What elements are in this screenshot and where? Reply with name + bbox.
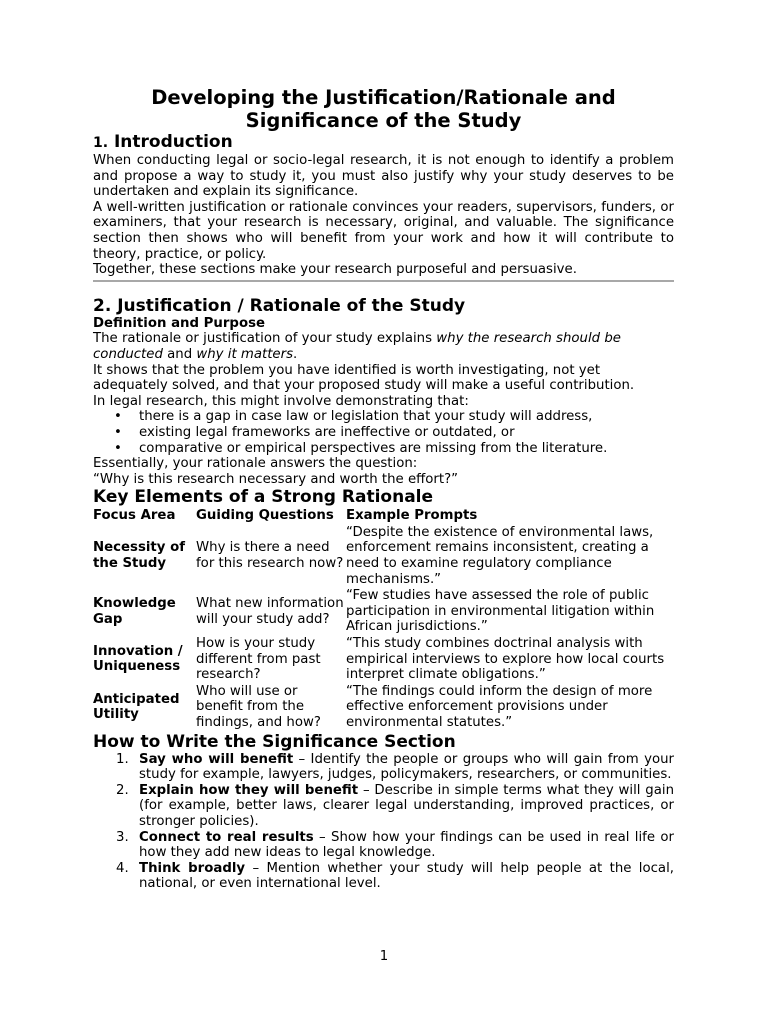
item-text: – Show how your findings can be used in real life or how they add new ideas to legal knowledge. (139, 829, 674, 861)
table-row (93, 684, 674, 732)
rationale-paragraph-4: Essentially, your rationale answers the question: (93, 456, 418, 472)
rationale-text-b: and (162, 346, 197, 362)
item-bold-label: Think broadly (139, 860, 246, 876)
rationale-paragraph-3: In legal research, this might involve demonstrating that: (93, 393, 469, 409)
bullet-icon: • (114, 440, 122, 456)
focus-area-cell: Anticipated Utility (93, 691, 180, 723)
document-title (93, 86, 674, 132)
item-text: – Identify the people or groups who will gain from your study for example, lawyers, judges, policymakers, researchers, or communities. (139, 751, 674, 783)
key-elements-table (93, 508, 674, 731)
title-line-1: Developing the Justification/Rationale and (151, 86, 616, 109)
item-number: 4. (116, 860, 129, 876)
example-prompt-cell: “The findings could inform the design of more effective enforcement provisions under environmental statutes.” (346, 683, 653, 730)
guiding-question-cell: How is your study different from past research? (196, 636, 321, 683)
example-prompt-cell: “Few studies have assessed the role of public participation in environmental litigation within African jurisdictions.” (346, 588, 655, 635)
item-number: 2. (116, 782, 129, 798)
bullet-icon: • (114, 424, 122, 440)
guiding-question-cell: Who will use or benefit from the findings, and how? (196, 683, 321, 730)
intro-paragraph-3: Together, these sections make your research purposeful and persuasive. (93, 262, 577, 278)
column-header-guiding-questions: Guiding Questions (196, 508, 334, 524)
list-item (93, 441, 674, 457)
significance-heading: How to Write the Significance Section (93, 731, 456, 752)
title-line-2: Significance of the Study (245, 109, 522, 132)
key-elements-heading: Key Elements of a Strong Rationale (93, 487, 434, 508)
bullet-text: there is a gap in case law or legislation that your study will address, (139, 409, 593, 425)
list-item (93, 752, 674, 783)
list-item (93, 409, 674, 425)
bullet-icon: • (114, 409, 122, 425)
item-number: 1. (116, 751, 129, 767)
table-row (93, 588, 674, 636)
rationale-question: “Why is this research necessary and worth the effort?” (93, 471, 459, 487)
item-bold-label: Say who will benefit (139, 751, 294, 767)
rationale-emphasis-2: why it matters (196, 346, 294, 362)
example-prompt-cell: “This study combines doctrinal analysis with empirical interviews to explore how local courts interpret climate obligations.” (346, 636, 665, 683)
item-number: 3. (116, 829, 129, 845)
definition-subheading: Definition and Purpose (93, 315, 266, 331)
rationale-text-c: . (293, 346, 298, 362)
bullet-text: existing legal frameworks are ineffective or outdated, or (139, 424, 515, 440)
rationale-bullet-list (93, 409, 674, 456)
guiding-question-cell: Why is there a need for this research now? (196, 540, 344, 572)
item-bold-label: Explain how they will benefit (139, 782, 359, 798)
table-row (93, 636, 674, 684)
intro-paragraph-2: A well-written justification or rationale convinces your readers, supervisors, funders, or examiners, that your research is necessary, original, and valuable. The significance section then shows who will benefit from your work and how it will contribute to theory, practice, or policy. (93, 199, 674, 262)
introduction-number: 1. (93, 135, 109, 151)
column-header-focus-area: Focus Area (93, 508, 176, 524)
list-item (93, 425, 674, 441)
rationale-text-a: The rationale or justification of your study explains (93, 331, 437, 347)
page-number: 1 (379, 949, 389, 964)
list-item (93, 830, 674, 861)
significance-list (93, 752, 674, 892)
rationale-emphasis-1: why the research should be conducted (93, 331, 621, 362)
item-text: – Mention whether your study will help people at the local, national, or even international level. (139, 860, 674, 892)
focus-area-cell: Necessity of the Study (93, 540, 186, 572)
justification-heading: 2. Justification / Rationale of the Study (93, 295, 466, 316)
table-header-row (93, 508, 674, 525)
document-page (93, 86, 674, 892)
item-bold-label: Connect to real results (139, 829, 314, 845)
bullet-text: comparative or empirical perspectives are missing from the literature. (139, 440, 608, 456)
focus-area-cell: Knowledge Gap (93, 596, 176, 627)
introduction-heading (93, 132, 674, 153)
section-divider (93, 280, 674, 282)
list-item (93, 783, 674, 830)
table-row (93, 525, 674, 588)
rationale-paragraph-2: It shows that the problem you have identified is worth investigating, not yet adequately solved, and that your proposed study will make a useful contribution. (93, 362, 635, 394)
item-text: – Describe in simple terms what they will gain (for example, better laws, clearer legal understanding, improved practices, or stronger policies). (139, 782, 674, 829)
introduction-heading-text: Introduction (108, 132, 233, 152)
guiding-question-cell: What new information will your study add? (196, 596, 344, 627)
focus-area-cell: Innovation / Uniqueness (93, 643, 183, 675)
rationale-paragraph-1 (93, 331, 674, 362)
intro-paragraph-1: When conducting legal or socio-legal research, it is not enough to identify a problem and propose a way to study it, you must also justify why your study deserves to be undertaken and explain its significance. (93, 153, 674, 200)
list-item (93, 861, 674, 892)
example-prompt-cell: “Despite the existence of environmental laws, enforcement remains inconsistent, creating a need to examine regulatory compliance mechanisms.” (346, 524, 654, 587)
column-header-example-prompts: Example Prompts (346, 508, 478, 524)
